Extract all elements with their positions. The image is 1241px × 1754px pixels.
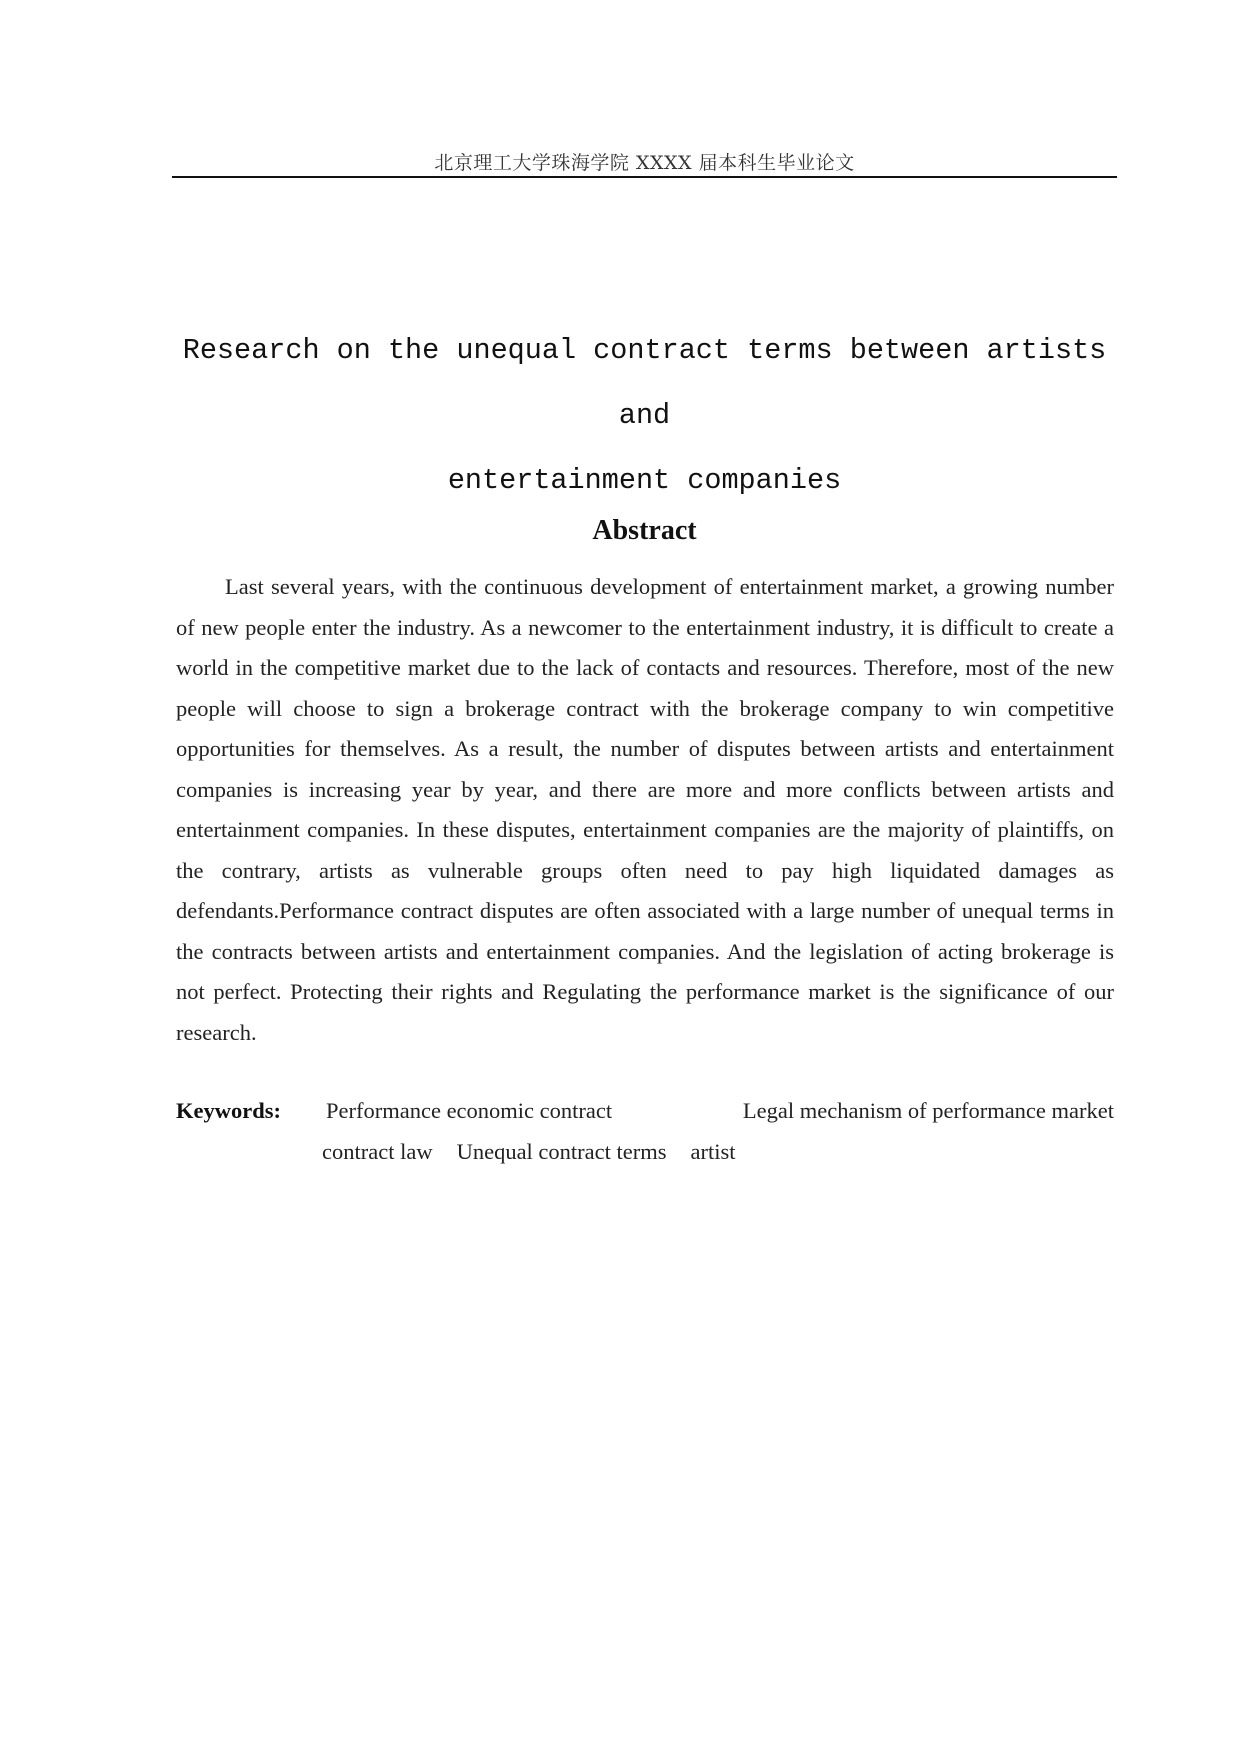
- keyword-item: Unequal contract terms: [456, 1138, 667, 1164]
- keywords-list: [322, 1091, 1114, 1172]
- abstract-body: Last several years, with the continuous development of entertainment market, a growing number of new people enter the industry. As a newcomer to the entertainment industry, it is difficult to create a world in the competitive market due to the lack of contacts and resources. Therefore, most of the new people will choose to sign a brokerage contract with the brokerage company to win competitive opportunities for themselves. As a result, the number of disputes between artists and entertainment companies is increasing year by year, and there are more and more conflicts between artists and entertainment companies. In these disputes, entertainment companies are the majority of plaintiffs, on the contrary, artists as vulnerable groups often need to pay high liquidated damages as defendants.Performance contract disputes are often associated with a large number of unequal terms in the contracts between artists and entertainment companies. And the legislation of acting brokerage is not perfect. Protecting their rights and Regulating the performance market is the significance of our research.: [176, 574, 1114, 1045]
- thesis-title: [172, 318, 1117, 513]
- thesis-title-line-1: Research on the unequal contract terms between artists and: [182, 334, 1107, 432]
- keyword-item: contract law: [322, 1138, 433, 1164]
- keywords-line-2: [322, 1132, 1114, 1173]
- thesis-title-line-2: entertainment companies: [447, 464, 842, 497]
- keyword-item: Legal mechanism of performance market: [742, 1098, 1114, 1123]
- keyword-item: artist: [690, 1138, 736, 1164]
- keyword-item: Performance economic contract: [326, 1098, 613, 1123]
- header-rule: [172, 176, 1117, 178]
- abstract-heading: Abstract: [592, 515, 697, 546]
- keywords-line-1: [322, 1091, 1114, 1132]
- keywords-label: Keywords:: [176, 1098, 281, 1123]
- running-header: 北京理工大学珠海学院 XXXX 届本科生毕业论文: [434, 152, 855, 174]
